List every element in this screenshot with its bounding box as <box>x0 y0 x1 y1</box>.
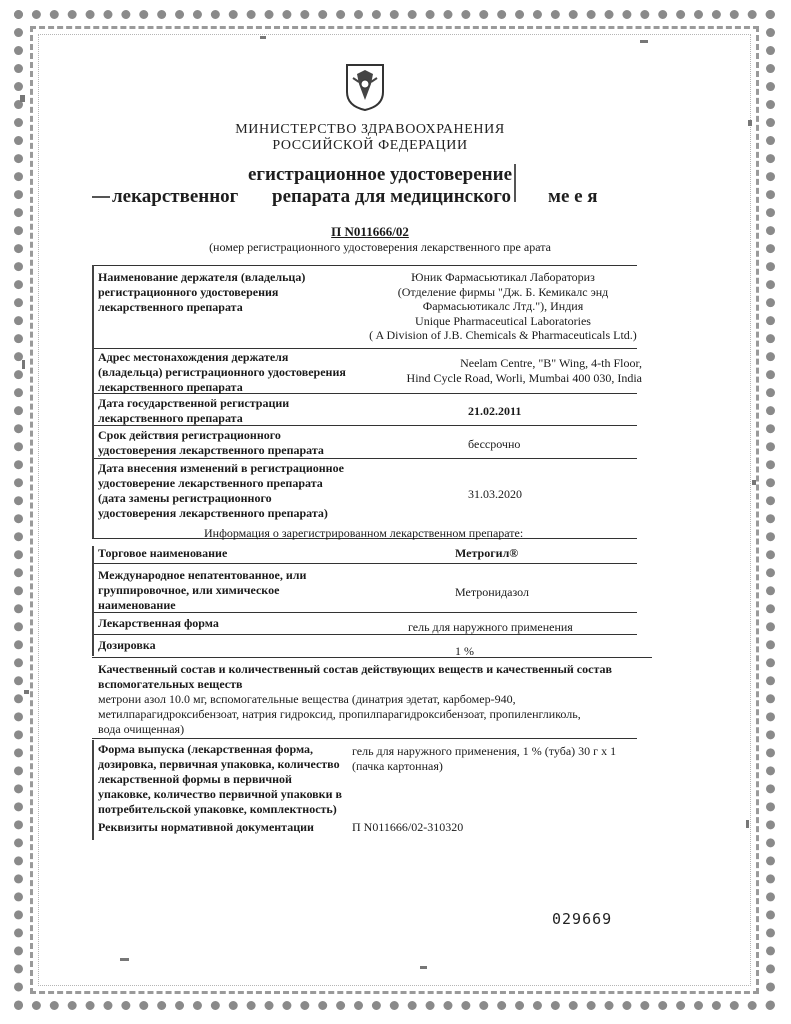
label-line: Форма выпуска (лекарственная форма, <box>98 742 314 756</box>
normative-docs-value: П N011666/02-310320 <box>352 820 464 834</box>
dosage-value: 1 % <box>455 644 474 658</box>
label-line: лекарственного препарата <box>98 300 243 314</box>
label-line: Дата государственной регистрации <box>98 396 290 410</box>
registration-number-caption: (номер регистрационного удостоверения лекарственного пре арата <box>209 240 551 254</box>
label-line: дозировка, первичная упаковка, количество <box>98 757 340 771</box>
value-line: гель для наружного применения, 1 % (туба) 30 г х 1 <box>352 744 617 758</box>
label-line: Дата внесения изменений в регистрационное <box>98 461 344 475</box>
normative-docs-label: Реквизиты нормативной документации <box>98 820 314 834</box>
registration-number: П N011666/02 <box>331 224 409 239</box>
value-line: Фармасьютикалс Лтд."), Индия <box>422 299 584 313</box>
dosage-label: Дозировка <box>98 638 156 652</box>
text-line: метилпарагидроксибензоат, натрия гидроксид, пропилпарагидроксибензоат, пропиленгликоль, <box>98 707 581 721</box>
product-info-heading: Информация о зарегистрированном лекарственном препарате: <box>204 526 524 540</box>
label-line: лекарственного препарата <box>98 380 243 394</box>
trade-name-label: Торговое наименование <box>98 546 228 560</box>
ministry-name-line1: МИНИСТЕРСТВО ЗДРАВООХРАНЕНИЯ <box>235 122 505 137</box>
label-line: удостоверения лекарственного препарата) <box>98 506 328 520</box>
serial-number: 029669 <box>552 910 613 928</box>
inn-value: Метронидазол <box>455 585 530 599</box>
label-line: упаковке, количество первичной упаковки в <box>98 787 342 801</box>
heading-line: Качественный состав и количественный состав действующих веществ и качественный состав <box>98 662 612 676</box>
value-line: Neelam Centre, "B" Wing, 4-th Floor, <box>460 356 642 370</box>
text-line: вода очищенная) <box>98 722 185 736</box>
ministry-name-line2: РОССИЙСКОЙ ФЕДЕРАЦИИ <box>272 138 468 153</box>
document-title-line2-part2: репарата для медицинского <box>272 186 511 207</box>
label-line: Срок действия регистрационного <box>98 428 281 442</box>
validity-value: бессрочно <box>468 437 521 451</box>
label-line: Международное непатентованное, или <box>98 568 307 582</box>
value-line: Unique Pharmaceutical Laboratories <box>415 313 591 328</box>
document-title-line2-part1: лекарственног <box>112 186 239 207</box>
value-line: (Отделение фирмы "Дж. Б. Кемикалс энд <box>397 284 609 299</box>
label-line: лекарственного препарата <box>98 411 243 425</box>
label-line: лекарственной формы в первичной <box>98 772 292 786</box>
label-line: Адрес местонахождения держателя <box>98 350 289 364</box>
document-title-line1: егистрационное удостоверение <box>247 164 513 185</box>
label-line: регистрационного удостоверения <box>98 285 279 299</box>
value-line: Юник Фармасьютикал Лабораториз <box>411 270 595 284</box>
dosage-form-label: Лекарственная форма <box>98 616 219 630</box>
value-line: Hind Cycle Road, Worli, Mumbai 400 030, India <box>406 371 642 385</box>
value-line: ( A Division of J.B. Chemicals & Pharmaceuticals Ltd.) <box>369 328 637 342</box>
heading-line: вспомогательных веществ <box>98 677 243 691</box>
label-line: Наименование держателя (владельца) <box>98 270 306 284</box>
changes-date-value: 31.03.2020 <box>468 487 522 501</box>
text-line: метрони азол 10.0 мг, вспомогательные вещества (динатрия эдетат, карбомер-940, <box>98 692 516 706</box>
label-line: (владельца) регистрационного удостоверения <box>98 365 346 379</box>
document-title-line2-part3: ме е я <box>548 186 598 207</box>
registration-date-value: 21.02.2011 <box>468 404 522 418</box>
trade-name-value: Метрогил® <box>455 546 519 560</box>
label-line: группировочное, или химическое <box>98 583 280 597</box>
label-line: удостоверение лекарственного препарата <box>98 476 323 490</box>
value-line: (пачка картонная) <box>352 759 443 773</box>
label-line: удостоверения лекарственного препарата <box>98 443 324 457</box>
dosage-form-value: гель для наружного применения <box>408 620 573 634</box>
label-line: (дата замены регистрационного <box>98 491 272 505</box>
label-line: потребительской упаковке, комплектность) <box>98 802 337 816</box>
label-line: наименование <box>98 598 176 612</box>
